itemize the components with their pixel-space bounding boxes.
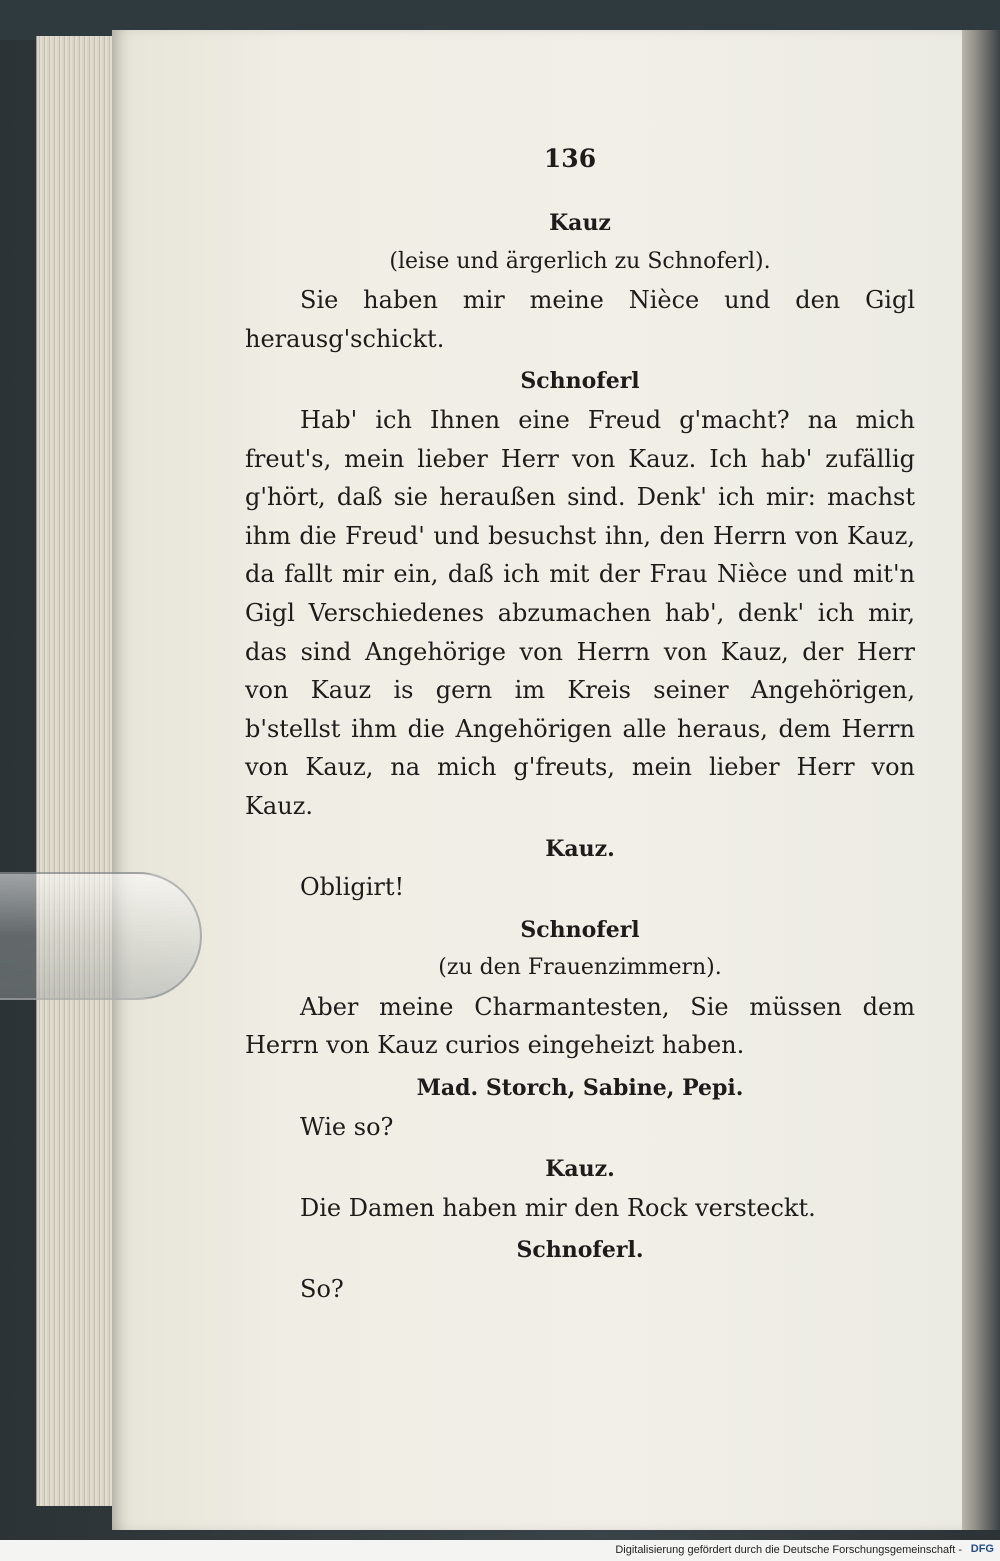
- speaker-name: Kauz.: [545, 1156, 615, 1183]
- stage-direction: (leise und ärgerlich zu Schnoferl).: [389, 248, 771, 274]
- dfg-logo: DFG: [970, 1543, 994, 1555]
- speaker-name: Kauz.: [545, 835, 615, 862]
- speaker-name: Kauz: [549, 210, 611, 236]
- stage-direction: (zu den Frauenzimmern).: [438, 955, 722, 981]
- speech-line: Die Damen haben mir den Rock versteckt.: [300, 1193, 816, 1222]
- footer-credit: Digitalisierung gefördert durch die Deutsche Forschungsgemeinschaft -: [615, 1544, 962, 1556]
- book-spine: [962, 30, 1000, 1530]
- speaker-name: Schnoferl: [520, 916, 640, 943]
- footer: [0, 1540, 1000, 1561]
- speech-line: Sie haben mir meine Nièce und den Gigl herausg'schickt.: [245, 286, 915, 353]
- speech-line: Hab' ich Ihnen eine Freud g'macht? na mich freut's, mein lieber Herr von Kauz. Ich hab' zufällig g'hört, daß sie heraußen sind. Denk' ich mir: machst ihm die Freud' und besuchst ihn, den Herrn von Kauz, da fallt mir ein, daß ich mit der Frau Nièce und mit'n Gigl Verschiedenes abzumachen hab', denk' ich mir, das sind Angehörige von Herrn von Kauz, der Herr von Kauz is gern im Kreis seiner Angehörigen, b'stellst ihm die Angehörigen alle heraus, dem Herrn von Kauz, na mich g'freuts, mein lieber Herr von Kauz.: [245, 405, 915, 820]
- speech-line: Obligirt!: [300, 873, 405, 902]
- page-number: 136: [543, 144, 597, 173]
- speaker-name: Mad. Storch, Sabine, Pepi.: [416, 1075, 744, 1102]
- speaker-name: Schnoferl: [520, 368, 640, 395]
- page-holder-clip: [0, 872, 202, 1000]
- page-text: [245, 140, 915, 1309]
- speech-line: So?: [300, 1275, 344, 1304]
- dialogue: [245, 204, 915, 1309]
- speaker-name: Schnoferl.: [516, 1237, 644, 1264]
- speech-line: Wie so?: [300, 1112, 394, 1141]
- speech-line: Aber meine Charmantesten, Sie müssen dem Herrn von Kauz curios eingeheizt haben.: [245, 992, 915, 1060]
